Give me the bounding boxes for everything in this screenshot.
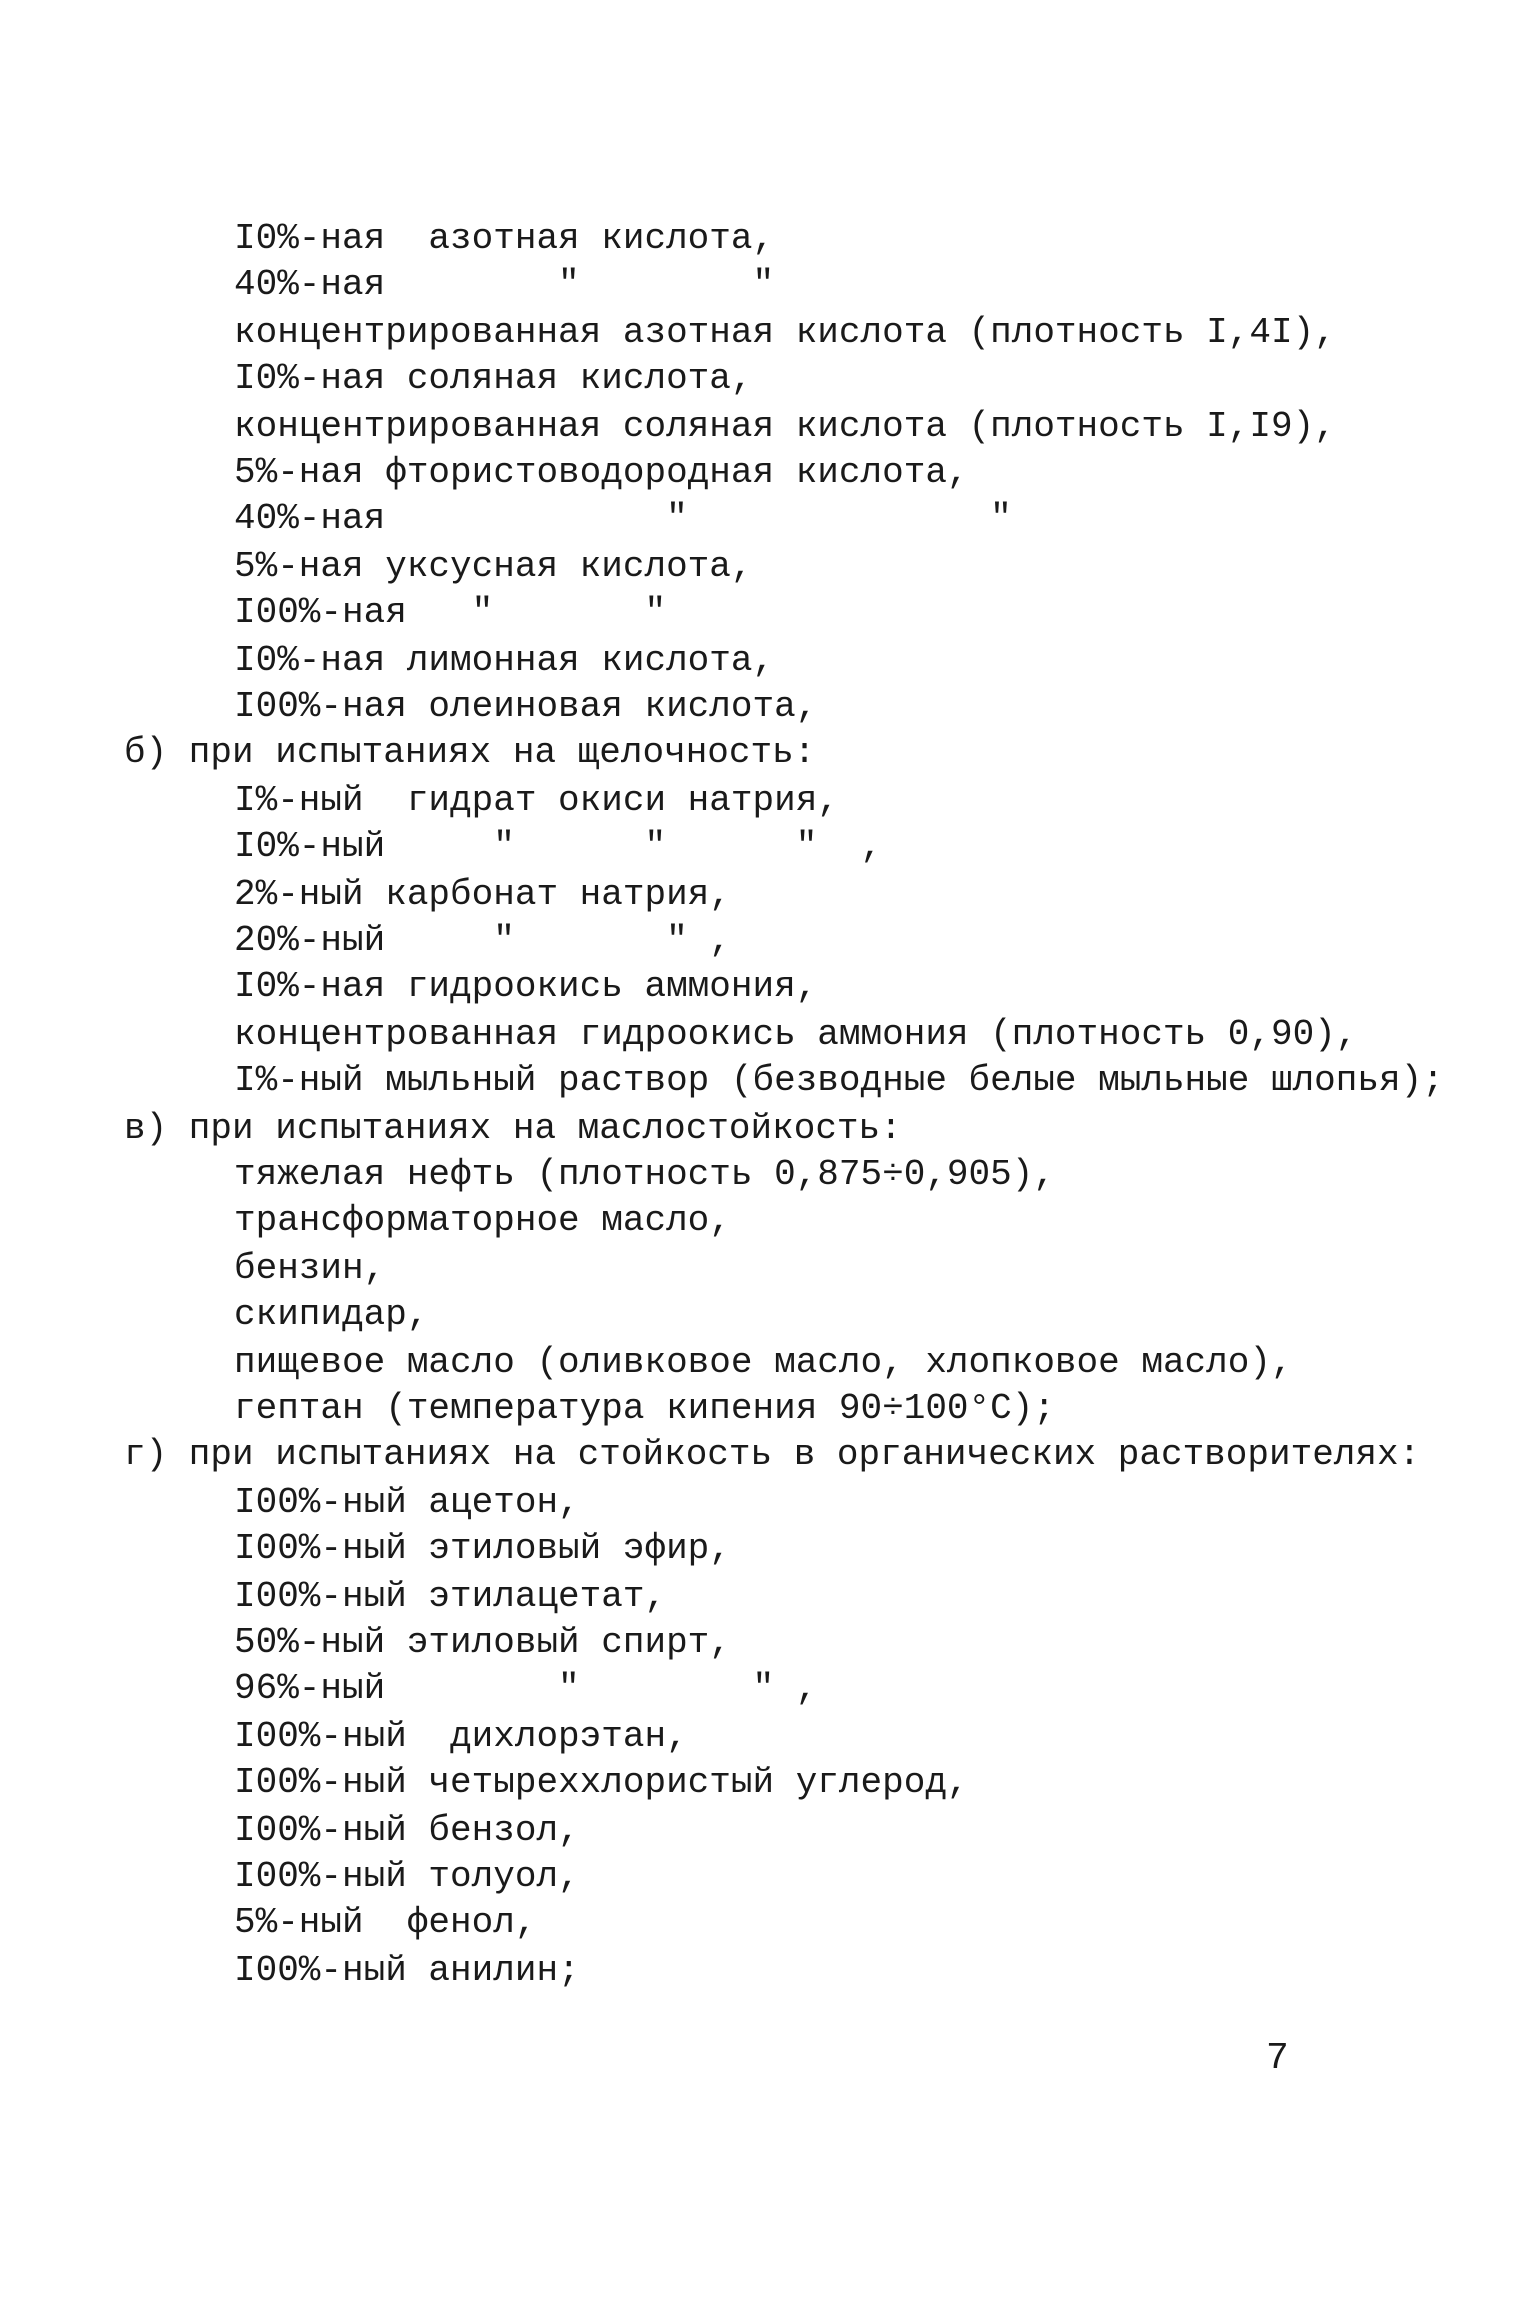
- text-line: I00%-ный этилацетат,: [234, 1576, 667, 1617]
- text-line: скипидар,: [234, 1294, 429, 1335]
- text-line: бензин,: [234, 1248, 386, 1289]
- text-line: I0%-ная гидроокись аммония,: [234, 966, 818, 1007]
- text-line: 2%-ный карбонат натрия,: [234, 874, 731, 915]
- text-line: I0%-ная лимонная кислота,: [234, 640, 775, 681]
- text-line: I00%-ная олеиновая кислота,: [234, 686, 818, 727]
- text-line: тяжелая нефть (плотность 0,875÷0,905),: [234, 1154, 1055, 1195]
- text-line: 40%-ная " ": [234, 498, 1012, 539]
- text-line: концентрованная гидроокись аммония (плотность 0,90),: [234, 1014, 1358, 1055]
- section-heading: в) при испытаниях на маслостойкость:: [124, 1108, 902, 1149]
- text-line: I00%-ный этиловый эфир,: [234, 1528, 731, 1569]
- text-line: I00%-ный анилин;: [234, 1950, 580, 1991]
- text-line: 20%-ный " " ,: [234, 920, 731, 961]
- text-line: I00%-ный ацетон,: [234, 1482, 580, 1523]
- text-line: I00%-ный дихлорэтан,: [234, 1716, 688, 1757]
- text-line: 50%-ный этиловый спирт,: [234, 1622, 731, 1663]
- text-line: трансформаторное масло,: [234, 1200, 731, 1241]
- text-line: I%-ный мыльный раствор (безводные белые мыльные шлопья);: [234, 1060, 1444, 1101]
- text-line: I00%-ная " ": [234, 592, 667, 633]
- text-line: гептан (температура кипения 90÷100°С);: [234, 1388, 1055, 1429]
- text-line: 5%-ная фтористоводородная кислота,: [234, 452, 969, 493]
- text-line: I%-ный гидрат окиси натрия,: [234, 780, 839, 821]
- text-line: 5%-ный фенол,: [234, 1902, 537, 1943]
- text-line: I0%-ный " " " ,: [234, 826, 883, 867]
- text-line: пищевое масло (оливковое масло, хлопковое масло),: [234, 1342, 1293, 1383]
- text-line: I00%-ный бензол,: [234, 1810, 580, 1851]
- text-line: 96%-ный " " ,: [234, 1668, 818, 1709]
- text-line: I00%-ный толуол,: [234, 1856, 580, 1897]
- text-line: концентрированная азотная кислота (плотность I,4I),: [234, 312, 1336, 353]
- text-line: концентрированная соляная кислота (плотность I,I9),: [234, 406, 1336, 447]
- text-line: 5%-ная уксусная кислота,: [234, 546, 753, 587]
- text-line: I0%-ная соляная кислота,: [234, 358, 753, 399]
- text-line: I0%-ная азотная кислота,: [234, 218, 775, 259]
- section-heading: г) при испытаниях на стойкость в органических растворителях:: [124, 1434, 1421, 1475]
- page-number: 7: [1266, 2037, 1289, 2080]
- text-line: 40%-ная " ": [234, 264, 775, 305]
- section-heading: б) при испытаниях на щелочность:: [124, 732, 816, 773]
- text-line: I00%-ный четыреххлористый углерод,: [234, 1762, 969, 1803]
